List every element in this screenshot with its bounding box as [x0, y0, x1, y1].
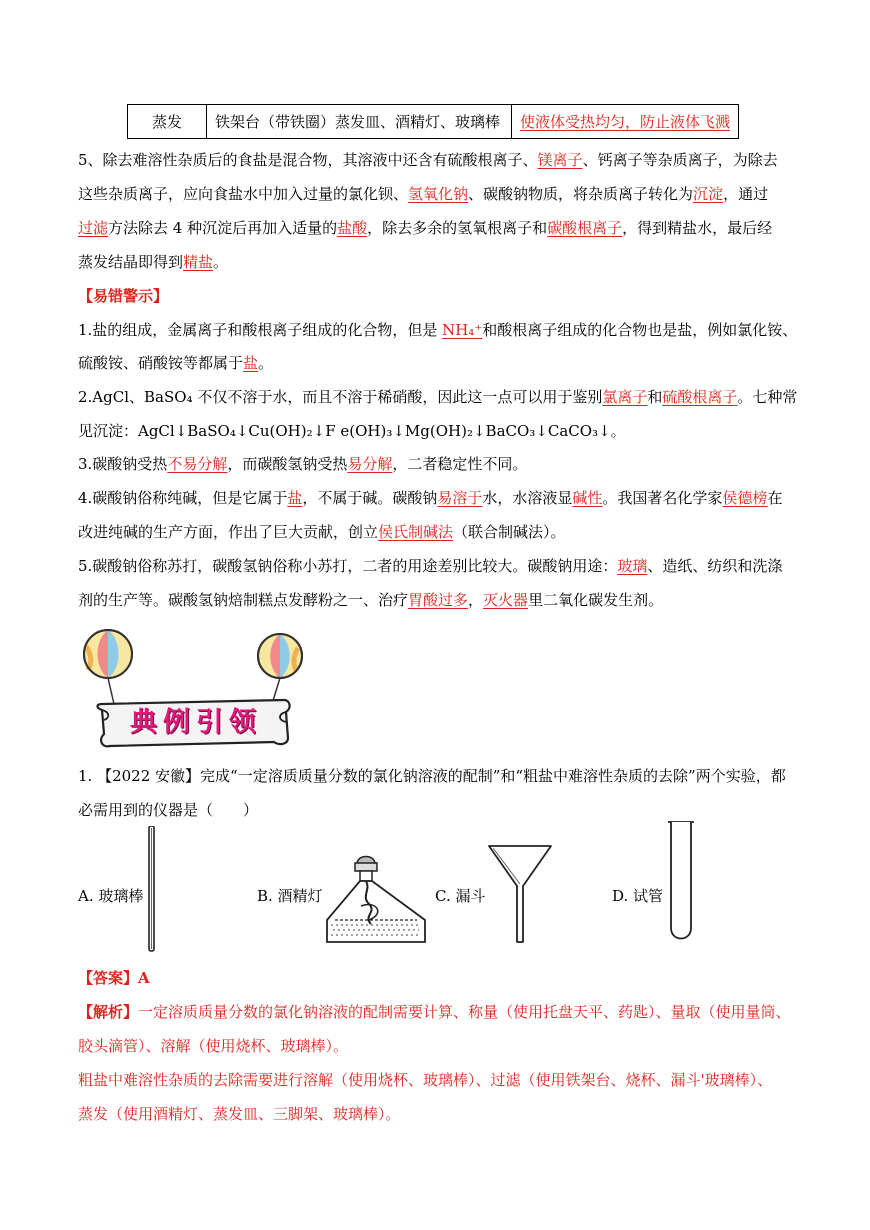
option-label: D. 试管	[612, 887, 664, 905]
alcohol-lamp-icon	[325, 850, 429, 950]
answer-blank: 碱性	[572, 489, 603, 507]
glass-rod-icon	[146, 826, 158, 952]
text: 蒸发结晶即得到	[78, 253, 184, 271]
answer-blank: 不易分解	[167, 455, 228, 473]
answer-blank: 盐	[243, 354, 259, 372]
text: （联合制碱法）。	[453, 523, 566, 541]
test-tube-icon	[666, 820, 696, 944]
warning-heading	[78, 286, 794, 306]
option-a[interactable]	[78, 820, 168, 955]
analysis-tag: 【解析】	[78, 1003, 139, 1021]
analysis-text: 粗盐中难溶性杂质的去除需要进行溶解（使用烧杯、玻璃棒）、过滤（使用铁架台、烧杯、漏斗'玻璃棒）、	[78, 1071, 773, 1089]
table-row	[128, 105, 739, 139]
question-text: 必需用到的仪器是（ ）	[78, 801, 259, 819]
text: 5、除去难溶性杂质后的食盐是混合物，其溶液中还含有硫酸根离子、	[78, 151, 538, 169]
answer-blank: 硫酸根离子	[662, 388, 738, 406]
text: 和酸根离子组成的化合物也是盐，例如氯化铵、	[482, 321, 798, 339]
text: 在	[767, 489, 783, 507]
text: ，通过	[723, 185, 769, 203]
answer-blank: 侯德榜	[722, 489, 768, 507]
text: 3.碳酸钠受热	[78, 455, 168, 473]
answer-options	[0, 820, 870, 960]
answer-blank: 玻璃	[617, 557, 648, 575]
para5-line-4	[78, 252, 794, 272]
warning-4-line-1	[78, 488, 794, 508]
balloon-left-icon	[84, 630, 132, 704]
answer-blank: 精盐	[183, 253, 214, 271]
step-cell: 蒸发	[128, 105, 207, 139]
warning-1-line-2	[78, 353, 794, 373]
answer-blank: 氢氧化钠	[408, 185, 469, 203]
text: 里二氧化碳发生剂。	[528, 591, 664, 609]
answer-blank: 镁离子	[537, 151, 583, 169]
answer-blank: NH₄⁺	[442, 321, 483, 339]
text: ，不属于碱。碳酸钠	[302, 489, 438, 507]
analysis-text: 胶头滴管）、溶解（使用烧杯、玻璃棒）。	[78, 1037, 349, 1055]
answer-blank: 盐	[287, 489, 303, 507]
answer-blank: 碳酸根离子	[547, 219, 623, 237]
balloon-right-icon	[258, 634, 302, 704]
analysis-line-4	[78, 1104, 794, 1124]
warning-4-line-2	[78, 522, 794, 542]
warning-5-line-1	[78, 556, 794, 576]
text: 。我国著名化学家	[602, 489, 723, 507]
heading-text: 【易错警示】	[78, 287, 169, 305]
option-label: C. 漏斗	[435, 887, 486, 905]
text: 1.盐的组成，金属离子和酸根离子组成的化合物，但是	[78, 321, 443, 339]
warning-1-line-1	[78, 320, 798, 340]
option-c[interactable]	[435, 820, 555, 955]
question-line-1	[78, 766, 794, 786]
example-banner	[74, 626, 304, 751]
analysis-line-2	[78, 1036, 794, 1056]
text: 、碳酸钠物质，将杂质离子转化为	[468, 185, 694, 203]
text: 改进纯碱的生产方面，作出了巨大贡献，创立	[78, 523, 379, 541]
purpose-cell	[512, 105, 739, 139]
text: 这些杂质离子，应向食盐水中加入过量的氯化钡、	[78, 185, 409, 203]
analysis-line-1	[78, 1002, 794, 1022]
text: ，得到精盐水，最后经	[622, 219, 773, 237]
warning-3	[78, 454, 794, 474]
answer-text: 【答案】A	[78, 969, 150, 987]
text: 方法除去 4 种沉淀后再加入适量的	[108, 219, 338, 237]
text: 、造纸、纺织和洗涤	[647, 557, 783, 575]
para5-line-2	[78, 184, 794, 204]
text: ，	[468, 591, 484, 609]
text: ，二者稳定性不同。	[392, 455, 528, 473]
answer-blank: 易溶于	[437, 489, 483, 507]
answer-blank: 氯离子	[602, 388, 648, 406]
text: 4.碳酸钠俗称纯碱，但是它属于	[78, 489, 288, 507]
text: 。	[213, 253, 229, 271]
evaporation-table	[127, 104, 739, 139]
text: 见沉淀：AgCl↓BaSO₄↓Cu(OH)₂↓F e(OH)₃↓Mg(OH)₂↓BaCO₃↓CaCO₃↓。	[78, 422, 626, 440]
question-line-2	[78, 800, 794, 820]
option-label: B. 酒精灯	[257, 887, 323, 905]
answer-blank: 胃酸过多	[408, 591, 469, 609]
answer-blank: 沉淀	[693, 185, 724, 203]
option-b[interactable]	[257, 820, 427, 955]
analysis-text: 蒸发（使用酒精灯、蒸发皿、三脚架、玻璃棒）。	[78, 1105, 401, 1123]
text: 硫酸铵、硝酸铵等都属于	[78, 354, 244, 372]
text: 5.碳酸钠俗称苏打，碳酸氢钠俗称小苏打，二者的用途差别比较大。碳酸钠用途：	[78, 557, 618, 575]
answer-blank: 过滤	[78, 219, 109, 237]
instruments-cell: 铁架台（带铁圈）蒸发皿、酒精灯、玻璃棒	[207, 105, 512, 139]
text: 和	[647, 388, 663, 406]
text: 。	[258, 354, 274, 372]
analysis-line-3	[78, 1070, 794, 1090]
para5-line-1	[78, 150, 794, 170]
banner-title: 典例引领	[130, 707, 262, 738]
para5-line-3	[78, 218, 794, 238]
funnel-icon	[487, 844, 553, 944]
text: 。七种常	[737, 388, 798, 406]
answer-blank: 易分解	[347, 455, 393, 473]
analysis-text: 一定溶质质量分数的氯化钠溶液的配制需要计算、称量（使用托盘天平、药匙）、量取（使用量筒、	[138, 1003, 791, 1021]
option-label: A. 玻璃棒	[78, 887, 144, 905]
option-d[interactable]	[612, 820, 722, 955]
answer-blank: 盐酸	[337, 219, 368, 237]
text: ，除去多余的氢氧根离子和	[367, 219, 548, 237]
warning-2-line-1	[78, 387, 798, 407]
warning-2-line-2	[78, 421, 794, 441]
text: 水，水溶液显	[482, 489, 573, 507]
text: 剂的生产等。碳酸氢钠焙制糕点发酵粉之一、治疗	[78, 591, 409, 609]
purpose-text: 使液体受热均匀，防止液体飞溅	[520, 113, 731, 131]
question-text: 1. 【2022 安徽】完成“一定溶质质量分数的氯化钠溶液的配制”和“粗盐中难溶性杂质的去除”两个实验，都	[78, 767, 786, 785]
text: 、钙离子等杂质离子，为除去	[582, 151, 778, 169]
answer-blank: 侯氏制碱法	[378, 523, 454, 541]
answer-line	[78, 968, 794, 988]
text: ，而碳酸氢钠受热	[227, 455, 348, 473]
warning-5-line-2	[78, 590, 794, 610]
answer-blank: 灭火器	[483, 591, 529, 609]
text: 2.AgCl、BaSO₄ 不仅不溶于水，而且不溶于稀硝酸，因此这一点可以用于鉴别	[78, 388, 603, 406]
